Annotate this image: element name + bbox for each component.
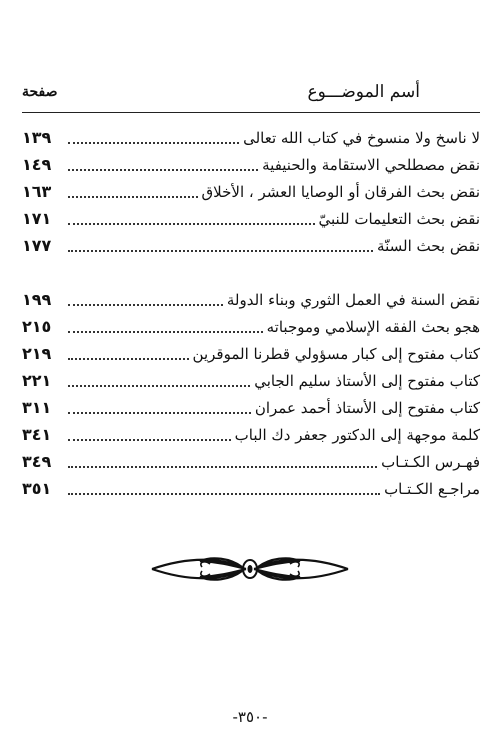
toc-page: ١٧١: [22, 209, 52, 228]
toc-entry[interactable]: [22, 394, 480, 421]
decorative-flourish-icon: [150, 552, 350, 586]
leader-dots: [68, 236, 373, 252]
leader-dots: [68, 128, 239, 144]
toc-label: لا ناسخ ولا منسوخ في كتاب الله تعالى: [243, 128, 480, 147]
leader-dots: [68, 398, 251, 414]
leader-dots: [68, 479, 380, 495]
toc-label: نقض مصطلحي الاستقامة والحنيفية: [262, 155, 480, 174]
toc-entry[interactable]: [22, 475, 480, 502]
toc-group-1: [22, 124, 480, 259]
toc-label: نقض بحث الفرقان أو الوصايا العشر ، الأخلاق: [201, 182, 480, 201]
toc-entry[interactable]: [22, 205, 480, 232]
toc-entry[interactable]: [22, 313, 480, 340]
leader-dots: [68, 371, 250, 387]
leader-dots: [68, 290, 223, 306]
toc-page: ٣١١: [22, 398, 52, 417]
toc-entry[interactable]: [22, 286, 480, 313]
page-number: -٣٥٠-: [232, 708, 268, 726]
toc-label: نقض بحث السنّة: [377, 236, 480, 255]
toc-page: ٣٥١: [22, 479, 52, 498]
leader-dots: [68, 209, 315, 225]
toc-label: كتاب مفتوح إلى الأستاذ أحمد عمران: [254, 398, 480, 417]
page-column-title: صفحة: [22, 84, 58, 100]
toc-page: ٣٤١: [22, 425, 52, 444]
toc-entry[interactable]: [22, 151, 480, 178]
leader-dots: [68, 155, 258, 171]
toc-group-2: [22, 286, 480, 502]
toc-label: كتاب مفتوح إلى الأستاذ سليم الجابي: [254, 371, 480, 390]
toc-entry[interactable]: [22, 448, 480, 475]
leader-dots: [68, 317, 263, 333]
toc-label: كلمة موجهة إلى الدكتور جعفر دك الباب: [234, 425, 480, 444]
toc-entry[interactable]: [22, 367, 480, 394]
header-divider: [22, 112, 480, 113]
toc-label: هجو بحث الفقه الإسلامي وموجباته: [266, 317, 480, 336]
toc-page: ٢١٥: [22, 317, 52, 336]
toc-label: مراجـع الكـتـاب: [384, 479, 480, 498]
toc-page: ١٣٩: [22, 128, 52, 147]
subject-column-title: أسم الموضـــوع: [307, 82, 420, 102]
toc-entry[interactable]: [22, 178, 480, 205]
toc-entry[interactable]: [22, 232, 480, 259]
leader-dots: [68, 452, 377, 468]
toc-page: ٢٢١: [22, 371, 52, 390]
toc-entry[interactable]: [22, 340, 480, 367]
toc-page: ١٩٩: [22, 290, 52, 309]
leader-dots: [68, 425, 231, 441]
leader-dots: [68, 344, 189, 360]
toc-header: [22, 82, 480, 110]
toc-page: ١٦٣: [22, 182, 52, 201]
toc-page: ٢١٩: [22, 344, 52, 363]
toc-label: نقض السنة في العمل الثوري وبناء الدولة: [226, 290, 480, 309]
toc-page: ١٤٩: [22, 155, 52, 174]
toc-label: فهـرس الكـتـاب: [381, 452, 480, 471]
leader-dots: [68, 182, 198, 198]
toc-label: كتاب مفتوح إلى كبار مسؤولي قطرنا الموقرين: [192, 344, 480, 363]
toc-label: نقض بحث التعليمات للنبيّ: [318, 209, 480, 228]
toc-page: ٣٤٩: [22, 452, 52, 471]
toc-entry[interactable]: [22, 124, 480, 151]
toc-page: ١٧٧: [22, 236, 52, 255]
toc-entry[interactable]: [22, 421, 480, 448]
